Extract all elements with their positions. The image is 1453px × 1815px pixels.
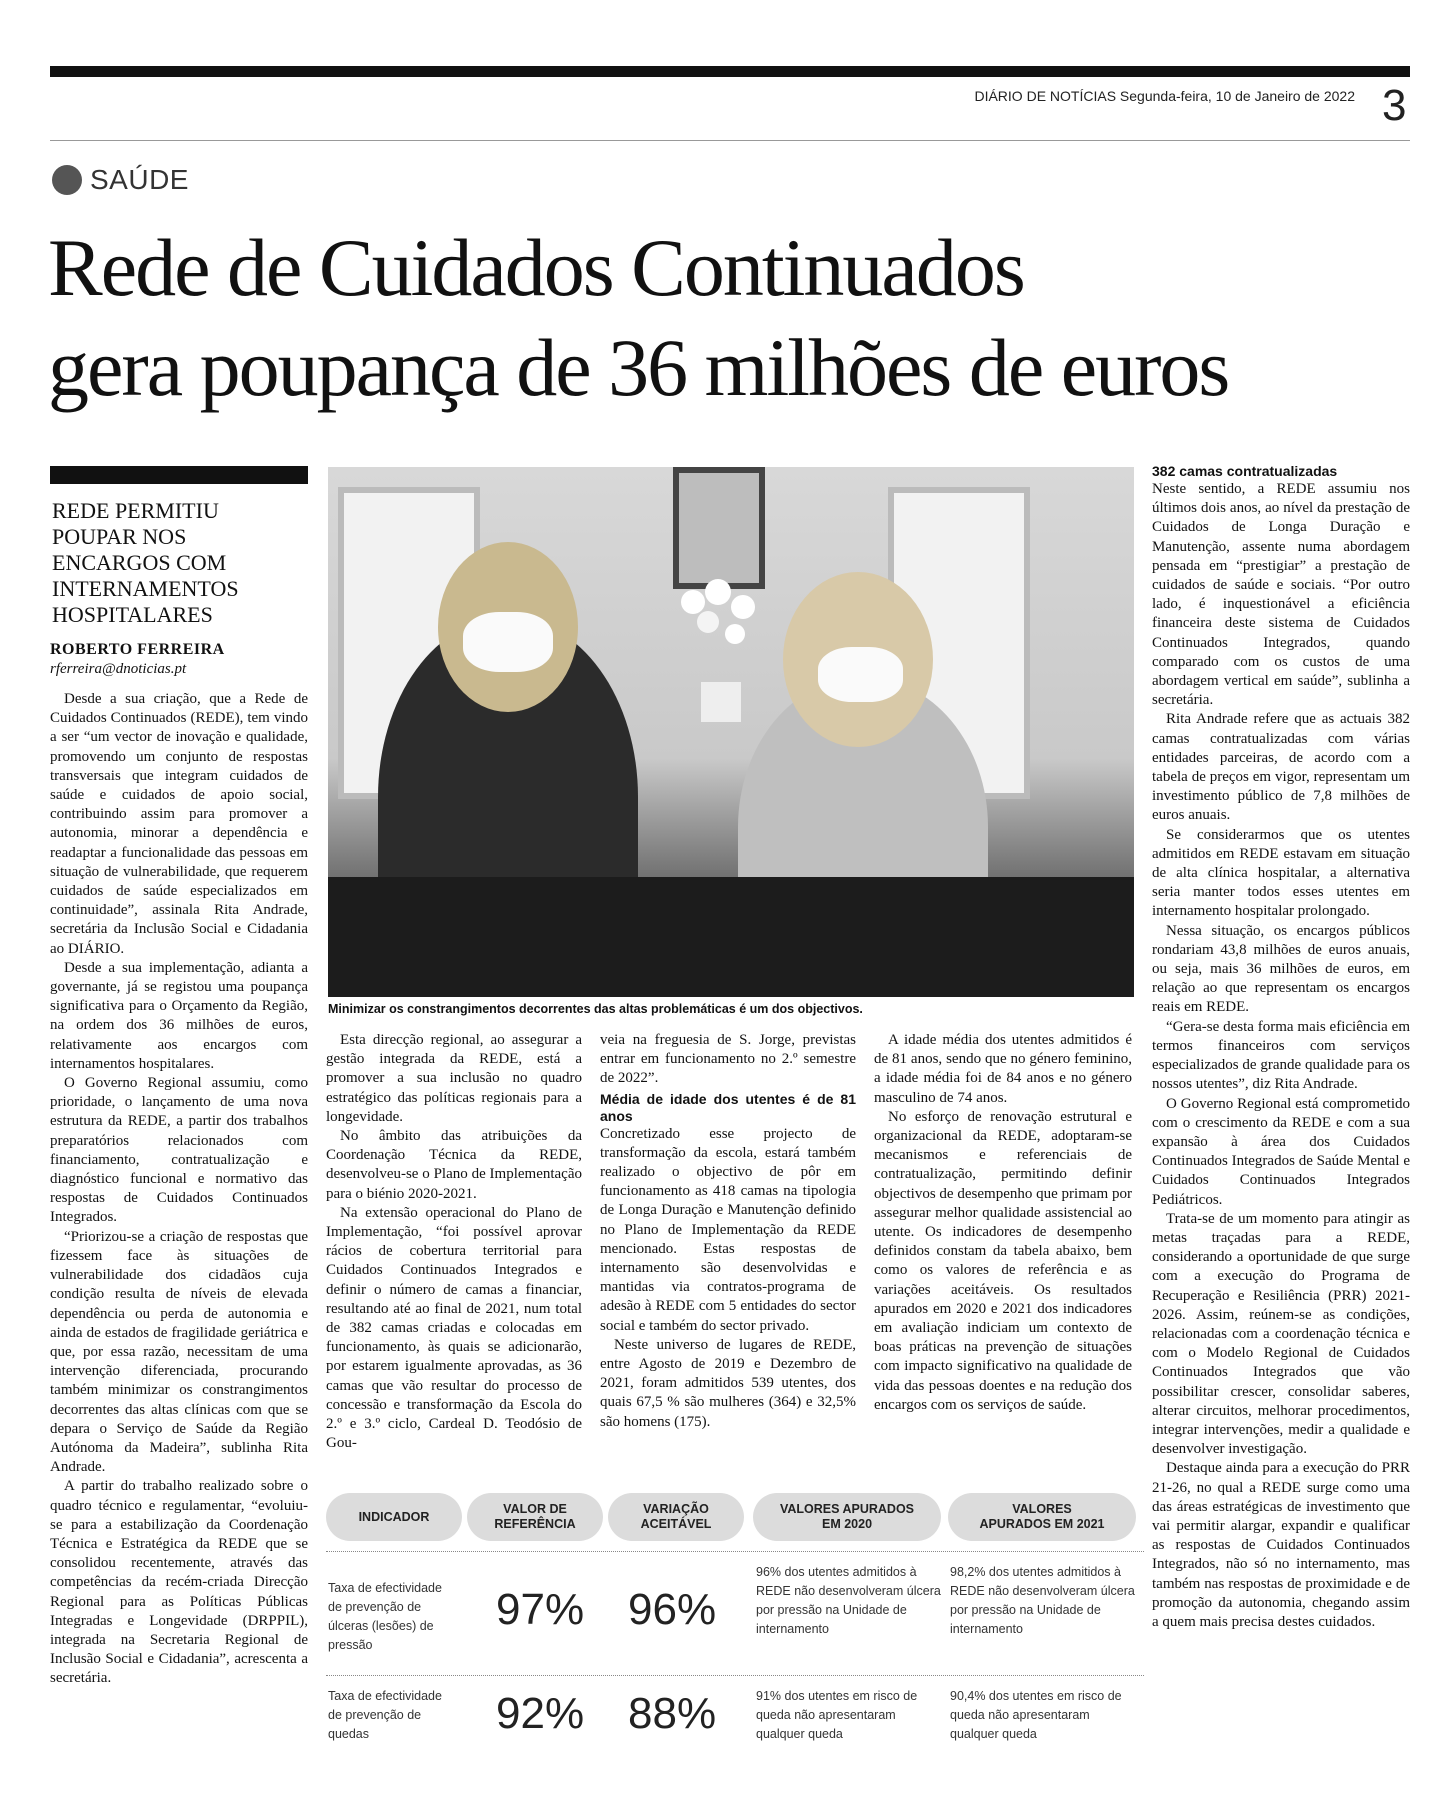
row-indicator: Taxa de efectividade de prevenção de quedas [328, 1689, 442, 1741]
column-2-paragraph: Esta direcção regional, ao assegurar a gestão integrada da REDE, está a promover a sua inclusão no quadro estratégico das políticas regionais para a longevidade. [326, 1032, 582, 1125]
column-4-paragraph: A idade média dos utentes admitidos é de 81 anos, sendo que no género feminino, a idade média foi de 84 anos e no género masculino de 74 anos. [874, 1032, 1132, 1106]
headline-line-2: gera poupança de 36 milhões de euros [48, 322, 1229, 413]
row-2020-result: 91% dos utentes em risco de queda não apresentaram qualquer queda [756, 1689, 918, 1741]
header-divider [50, 140, 1410, 141]
photo-wall-frame [673, 467, 765, 589]
column-5-paragraph: Trata-se de um momento para atingir as metas traçadas para a REDE, considerando a oportunidade de que surge com a execução do Programa de Recuperação e Resiliência (PRR) 2021-2026. Assim, reúnem-se as condições, relacionadas com a coordenação técnica e com o Modelo Regional de Cuidados Continuados Integrados que vão possibilitar crescer, consolidar saberes, alterar circuitos, melhorar procedimentos, integrar intervenções, medir a qualidade e desenvolver investigação. [1152, 1210, 1410, 1458]
page-number: 3 [1382, 81, 1407, 130]
column-1-paragraph: O Governo Regional assumiu, como prioridade, o lançamento de uma nova estrutura da REDE, a partir dos trabalhos preparatórios relacionados com financiamento, contratualização e diagnóstico funcional e normativo das respostas de Cuidados Continuados Integrados. [50, 1075, 308, 1226]
column-3-paragraph: Concretizado esse projecto de transformação da escola, estará também realizado o objectivo de pôr em funcionamento as 418 camas na tipologia de Longa Duração e Manutenção definido no Plano de Implementação da REDE mencionado. Estas respostas de internamento são desenvolvidas e mantidas via contratos-programa de adesão à REDE com 5 entidades do sector social e também do sector privado. [600, 1125, 856, 1334]
deck-rule [50, 466, 308, 484]
column-5-paragraph: O Governo Regional está comprometido com o crescimento da REDE e com a sua expansão à área dos Cuidados Continuados Integrados de Saúde Mental e Cuidados Continuados Integrados Pediátricos. [1152, 1095, 1410, 1208]
column-2-paragraph: Na extensão operacional do Plano de Implementação, “foi possível aprovar rácios de cobertura territorial para Cuidados Continuados Integrados e definir o número de camas a financiar, resultando até ao final de 2021, num total de 382 camas criadas e colocadas em funcionamento, às quais se adicionarão, por estarem igualmente aprovadas, as 36 camas que vão resultar do processo de concessão e transformação da Escola do 2.º e 3.º ciclo, Cardeal D. Teodósio de Gou- [326, 1204, 582, 1452]
photo-table [328, 877, 1134, 997]
top-rule [50, 66, 1410, 77]
column-4-paragraph: No esforço de renovação estrutural e organizacional da REDE, adoptaram-se mecanismos e referenciais de contratualização, permitindo definir objectivos de desempenho que primam por assegurar melhor qualidade assistencial ao utente. Os indicadores de desempenho definidos constam da tabela abaixo, bem como os valores de referência e as variações aceitáveis. Os resultados apurados em 2020 e 2021 dos indicadores em avaliação indiciam um contexto de boas práticas na prevenção de situações com impacto significativo na qualidade de vida das pessoas doentes e na redução dos encargos com os serviços de saúde. [874, 1108, 1132, 1413]
row-2021-result: 90,4% dos utentes em risco de queda não apresentaram qualquer queda [950, 1689, 1122, 1741]
section-bullet-icon [52, 165, 82, 195]
table-header-indicator: INDICADOR [326, 1493, 462, 1541]
article-column-5 [1152, 461, 1410, 1632]
article-column-3 [600, 1031, 856, 1432]
section-label [52, 164, 189, 196]
column-3-paragraph: veia na freguesia de S. Jorge, previstas entrar em funcionamento no 2.º semestre de 2022”. [600, 1032, 856, 1087]
article-column-4 [874, 1031, 1132, 1415]
headline [48, 218, 1413, 418]
column-5-paragraph: Se considerarmos que os utentes admitidos em REDE estavam em situação de alta clínica hospitalar, a alternativa seria manter todos esses utentes em internamento hospitalar prolongado. [1152, 826, 1410, 920]
column-5-paragraph: Nessa situação, os encargos públicos rondariam 43,8 milhões de euros anuais, ou seja, mais 36 milhões de euros, em relação ao que representam os encargos reais em REDE. [1152, 922, 1410, 1016]
column-1-paragraph: Desde a sua implementação, adianta a governante, já se registou uma poupança significativa para o Orçamento da Região, na ordem dos 36 milhões de euros, relativamente aos encargos com internamentos hospitalares. [50, 959, 308, 1072]
article-column-2 [326, 1031, 582, 1453]
column-1-paragraph: “Priorizou-se a criação de respostas que fizessem face às situações de vulnerabilidade dos cidadãos cuja condição resulta de níveis de elevada dependência ou perda de autonomia e ainda de estados de fragilidade geriátrica e que, por essa razão, necessitam de uma intervenção diferenciada, procurando também minimizar os constrangimentos decorrentes das altas clínicas com que se depara o Serviço de Saúde da Região Autónoma da Madeira”, sublinha Rita Andrade. [50, 1228, 308, 1476]
column-5-paragraph: Rita Andrade refere que as actuais 382 camas contratualizadas com várias entidades parceiras, de acordo com a tabela de preços em vigor, representam um investimento público de 7,8 milhões de euros anuais. [1152, 711, 1410, 824]
column-1-paragraph: A partir do trabalho realizado sobre o quadro técnico e regulamentar, “evoluiu-se para a estabilização da Coordenação Técnica e Estratégica da REDE que se consolidou recentemente, através das competências da recém-criada Direcção Regional para as Políticas Públicas Integradas e Longevidade (DRPPIL), integrada na Secretaria Regional de Inclusão Social e Cidadania”, acrescenta a secretária. [50, 1478, 308, 1687]
table-divider [326, 1675, 1144, 1677]
row-2021-result: 98,2% dos utentes admitidos à REDE não desenvolveram úlcera por pressão na Unidade de internamento [950, 1565, 1135, 1636]
author-name: ROBERTO FERREIRA [50, 641, 225, 658]
subheading-beds: 382 camas contratualizadas [1152, 463, 1338, 479]
row-variation-value: 96% [628, 1585, 717, 1634]
column-5-paragraph: Neste sentido, a REDE assumiu nos últimos dois anos, ao nível da prestação de Cuidados de Longa Duração e Manutenção, assente numa abordagem pensada em “prestigiar” a prestação de cuidados de saúde e sociais. “Por outro lado, é inquestionável a eficiência financeira deste sistema de Cuidados Continuados Integrados, quando comparado com os custos de uma abordagem vertical em saúde”, sublinha a secretária. [1152, 481, 1410, 709]
row-indicator: Taxa de efectividade de prevenção de úlceras (lesões) de pressão [328, 1581, 442, 1652]
section-name: SAÚDE [90, 164, 189, 195]
column-3-paragraph: Neste universo de lugares de REDE, entre Agosto de 2019 e Dezembro de 2021, foram admitidos 539 utentes, dos quais 67,5 % são mulheres (364) e 32,5% são homens (175). [600, 1336, 856, 1430]
column-1-paragraph: Desde a sua criação, que a Rede de Cuidados Continuados (REDE), tem vindo a ser “um vector de inovação e qualidade, promovendo um conjunto de respostas transversais que integram cuidados de saúde e cuidados de apoio social, contribuindo assim para promover a autonomia, minorar a dependência e readaptar a funcionalidade das pessoas em situação de vulnerabilidade, que requerem cuidados de saúde especializados em continuidade”, assinala Rita Andrade, secretária da Inclusão Social e Cidadania ao DIÁRIO. [50, 691, 308, 957]
photo-mask-left [463, 612, 553, 672]
table-row [326, 1687, 1144, 1787]
row-reference-value: 92% [496, 1689, 585, 1738]
article-column-1 [50, 690, 308, 1689]
row-2020-result: 96% dos utentes admitidos à REDE não desenvolveram úlcera por pressão na Unidade de internamento [756, 1565, 941, 1636]
column-5-paragraph: “Gera-se desta forma mais eficiência em termos financeiros com serviços especializados de grande qualidade para os nossos utentes”, diz Rita Andrade. [1152, 1018, 1410, 1093]
subheading-age: Média de idade dos utentes é de 81 anos [600, 1090, 856, 1124]
photo-orchid [663, 572, 773, 722]
column-2-paragraph: No âmbito das atribuições da Coordenação Técnica da REDE, desenvolveu-se o Plano de Implementação para o biénio 2020-2021. [326, 1128, 582, 1202]
table-header-reference: VALOR DE REFERÊNCIA [467, 1493, 603, 1541]
author-email[interactable]: rferreira@dnoticias.pt [50, 661, 187, 677]
headline-line-1: Rede de Cuidados Continuados [48, 222, 1024, 313]
column-5-paragraph: Destaque ainda para a execução do PRR 21-26, no qual a REDE surge como uma das áreas estratégicas de investimento que vai permitir alargar, expandir e qualificar as respostas de Cuidados Continuados Integrados, não só no internamento, mas também nas respostas de proximidade e de promoção da autonomia, chegando assim a quem mais precisa destes cuidados. [1152, 1460, 1410, 1630]
table-header-2021: VALORES APURADOS EM 2021 [948, 1493, 1136, 1541]
photo-mask-right [818, 647, 903, 702]
photo-caption: Minimizar os constrangimentos decorrentes das altas problemáticas é um dos objectivos. [328, 1002, 863, 1016]
table-header-variation: VARIAÇÃO ACEITÁVEL [608, 1493, 744, 1541]
deck-subtitle: REDE PERMITIU POUPAR NOS ENCARGOS COM INTERNAMENTOS HOSPITALARES [52, 498, 239, 627]
table-divider [326, 1551, 1144, 1553]
table-header-2020: VALORES APURADOS EM 2020 [753, 1493, 941, 1541]
table-row [326, 1563, 1144, 1663]
row-reference-value: 97% [496, 1585, 585, 1634]
publication-date: DIÁRIO DE NOTÍCIAS Segunda-feira, 10 de Janeiro de 2022 [974, 88, 1355, 104]
article-photo [328, 467, 1134, 997]
row-variation-value: 88% [628, 1689, 717, 1738]
